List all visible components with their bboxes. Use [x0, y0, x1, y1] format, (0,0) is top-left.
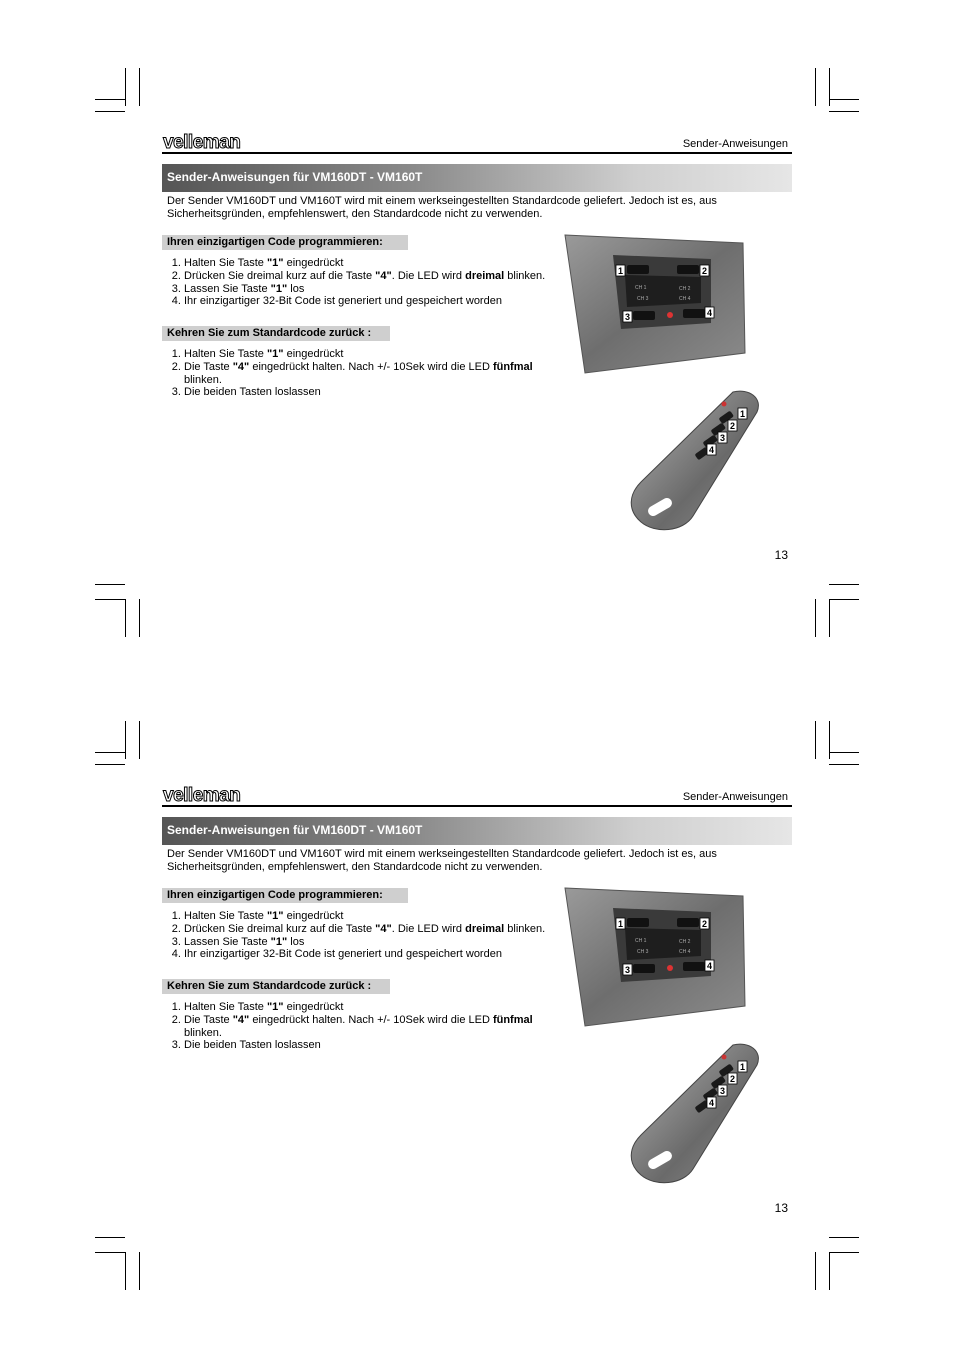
svg-text:CH 4: CH 4 [679, 949, 691, 955]
section-heading-reset [162, 326, 390, 341]
crop-mark [829, 584, 859, 585]
crop-mark [829, 99, 859, 100]
crop-mark [829, 1252, 830, 1290]
svg-text:CH 1: CH 1 [635, 938, 647, 944]
list-item: 1. Halten Sie Taste "1" eingedrückt [184, 257, 569, 270]
page-number: 13 [774, 548, 788, 562]
velleman-logo [162, 133, 254, 151]
program-steps-list [168, 257, 569, 308]
svg-text:2: 2 [730, 421, 736, 431]
crop-mark [95, 111, 125, 112]
crop-mark [815, 599, 816, 637]
crop-mark [95, 99, 125, 100]
reset-steps-list [168, 1001, 569, 1052]
crop-mark [125, 599, 126, 637]
svg-text:1: 1 [618, 266, 624, 276]
crop-mark [125, 1252, 126, 1290]
crop-mark [815, 1252, 816, 1290]
crop-mark [829, 599, 830, 637]
svg-text:3: 3 [720, 1086, 726, 1096]
svg-text:velleman: velleman [163, 786, 241, 804]
list-item: 3. Lassen Sie Taste "1" los [184, 936, 569, 949]
list-item: 2. Drücken Sie dreimal kurz auf die Taste "4". Die LED wird dreimal blinken. [184, 270, 569, 283]
svg-text:1: 1 [618, 919, 624, 929]
wall-transmitter-image [561, 233, 747, 375]
crop-mark [139, 68, 140, 106]
svg-text:2: 2 [730, 1074, 736, 1084]
svg-text:velleman: velleman [163, 133, 241, 151]
page-number: 13 [774, 1201, 788, 1215]
manual-page [162, 133, 792, 693]
crop-mark [829, 68, 830, 106]
svg-text:CH 3: CH 3 [637, 296, 649, 302]
svg-text:1: 1 [740, 409, 746, 419]
crop-mark [815, 68, 816, 106]
crop-mark [139, 599, 140, 637]
svg-text:CH 1: CH 1 [635, 285, 647, 291]
section-heading-program [162, 235, 408, 250]
intro-paragraph: Der Sender VM160DT und VM160T wird mit einem werkseingestellten Standardcode geliefert. Jedoch ist es, aus Sicherheitsgründen, empfehlenswert, den Standardcode nicht zu verwenden. [167, 195, 717, 220]
banner-title: Sender-Anweisungen für VM160DT - VM160T [167, 170, 423, 184]
crop-mark [815, 721, 816, 759]
crop-mark [829, 599, 859, 600]
svg-text:CH 2: CH 2 [679, 286, 691, 292]
header-rule [162, 152, 792, 154]
list-item: 2. Die Taste "4" eingedrückt halten. Nach +/- 10Sek wird die LED fünfmal blinken. [184, 361, 569, 387]
svg-text:CH 3: CH 3 [637, 949, 649, 955]
velleman-logo [162, 786, 254, 804]
program-steps-list [168, 910, 569, 961]
crop-mark [95, 599, 125, 600]
crop-mark [95, 584, 125, 585]
section-heading-reset [162, 979, 390, 994]
crop-mark [829, 111, 859, 112]
crop-mark [139, 721, 140, 759]
list-item: 2. Drücken Sie dreimal kurz auf die Taste "4". Die LED wird dreimal blinken. [184, 923, 569, 936]
header-rule [162, 805, 792, 807]
list-item: 4. Ihr einzigartiger 32-Bit Code ist generiert und gespeichert worden [184, 295, 569, 308]
title-banner [162, 817, 792, 845]
svg-text:4: 4 [707, 308, 713, 318]
crop-mark [95, 1237, 125, 1238]
svg-text:4: 4 [709, 445, 715, 455]
header-section-title: Sender-Anweisungen [682, 791, 788, 803]
section-heading-label: Ihren einzigartigen Code programmieren: [167, 889, 383, 901]
section-heading-label: Ihren einzigartigen Code programmieren: [167, 236, 383, 248]
title-banner [162, 164, 792, 192]
header-section-title: Sender-Anweisungen [682, 138, 788, 150]
crop-mark [829, 1252, 859, 1253]
crop-mark [95, 1252, 125, 1253]
crop-mark [829, 1237, 859, 1238]
manual-page [162, 786, 792, 1346]
list-item: 2. Die Taste "4" eingedrückt halten. Nach +/- 10Sek wird die LED fünfmal blinken. [184, 1014, 569, 1040]
crop-mark [95, 764, 125, 765]
crop-mark [829, 764, 859, 765]
list-item: 3. Die beiden Tasten loslassen [184, 386, 569, 399]
crop-mark [829, 752, 859, 753]
svg-text:3: 3 [720, 433, 726, 443]
svg-text:3: 3 [625, 312, 631, 322]
crop-mark [95, 752, 125, 753]
banner-title: Sender-Anweisungen für VM160DT - VM160T [167, 823, 423, 837]
svg-text:4: 4 [709, 1098, 715, 1108]
svg-text:3: 3 [625, 965, 631, 975]
list-item: 1. Halten Sie Taste "1" eingedrückt [184, 1001, 569, 1014]
svg-text:2: 2 [702, 919, 708, 929]
list-item: 3. Lassen Sie Taste "1" los [184, 283, 569, 296]
list-item: 1. Halten Sie Taste "1" eingedrückt [184, 910, 569, 923]
crop-mark [125, 721, 126, 759]
svg-text:2: 2 [702, 266, 708, 276]
list-item: 3. Die beiden Tasten loslassen [184, 1039, 569, 1052]
crop-mark [125, 68, 126, 106]
section-heading-label: Kehren Sie zum Standardcode zurück : [167, 980, 372, 992]
intro-paragraph: Der Sender VM160DT und VM160T wird mit einem werkseingestellten Standardcode geliefert. Jedoch ist es, aus Sicherheitsgründen, empfehlenswert, den Standardcode nicht zu verwenden. [167, 848, 717, 873]
svg-text:4: 4 [707, 961, 713, 971]
keyfob-transmitter-image [625, 384, 765, 534]
crop-mark [139, 1252, 140, 1290]
svg-text:CH 4: CH 4 [679, 296, 691, 302]
list-item: 1. Halten Sie Taste "1" eingedrückt [184, 348, 569, 361]
section-heading-label: Kehren Sie zum Standardcode zurück : [167, 327, 372, 339]
section-heading-program [162, 888, 408, 903]
crop-mark [829, 721, 830, 759]
svg-text:CH 2: CH 2 [679, 939, 691, 945]
svg-text:1: 1 [740, 1062, 746, 1072]
keyfob-transmitter-image [625, 1037, 765, 1187]
list-item: 4. Ihr einzigartiger 32-Bit Code ist generiert und gespeichert worden [184, 948, 569, 961]
reset-steps-list [168, 348, 569, 399]
wall-transmitter-image [561, 886, 747, 1028]
